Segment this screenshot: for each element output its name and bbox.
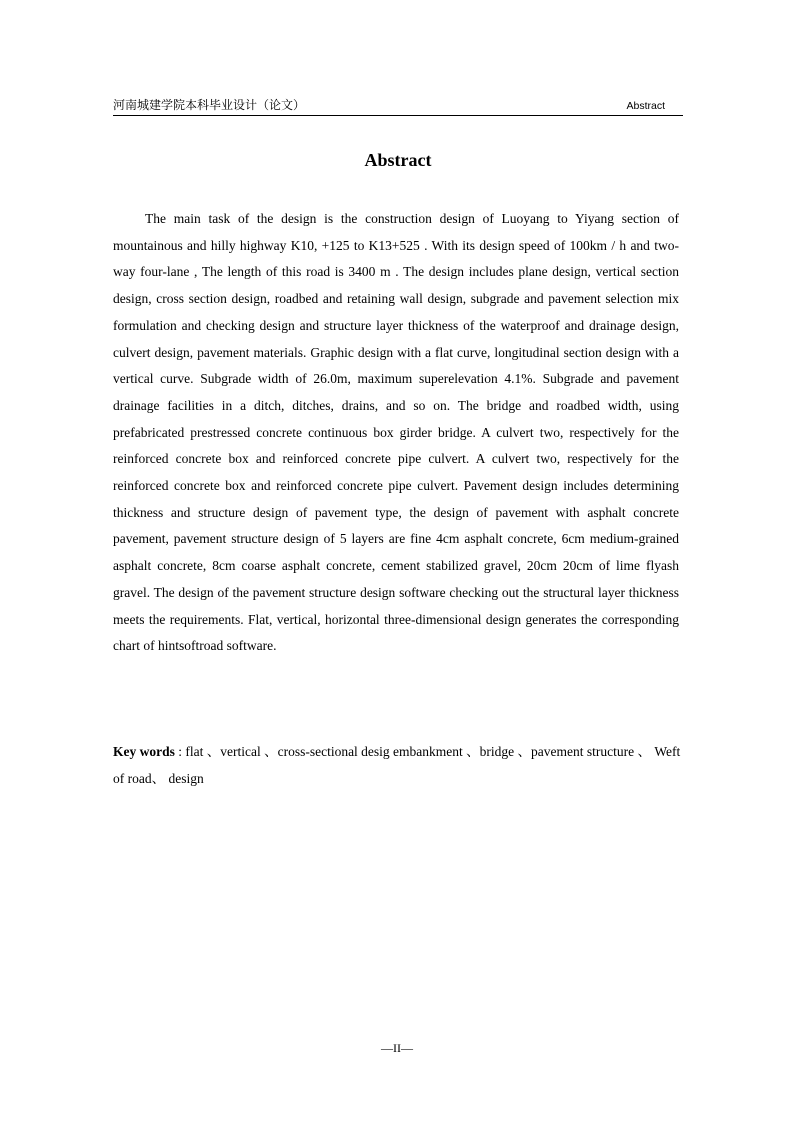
page-title: Abstract [364, 150, 432, 170]
keywords-label: Key words [113, 744, 175, 759]
keywords-value: : flat 、vertical 、cross-sectional desig embankment 、bridge 、pavement structure 、 Weft of road、 design [113, 744, 681, 786]
keywords-line [113, 739, 683, 792]
header-university-title: 河南城建学院本科毕业设计（论文） [113, 98, 306, 112]
abstract-paragraph: The main task of the design is the construction design of Luoyang to Yiyang section of mountainous and hilly highway K10, +125 to K13+525 . With its design speed of 100km / h and two-way four-lane , The length of this road is 3400 m . The design includes plane design, vertical section design, cross section design, roadbed and retaining wall design, subgrade and pavement selection mix formulation and checking design and structure layer thickness of the waterproof and drainage design, culvert design, pavement materials. Graphic design with a flat curve, longitudinal section design with a vertical curve. Subgrade width of 26.0m, maximum superelevation 4.1%. Subgrade and pavement drainage facilities in a ditch, ditches, drains, and so on. The bridge and roadbed width, using prefabricated prestressed concrete continuous box girder bridge. A culvert two, respectively for the reinforced concrete box and reinforced concrete pipe culvert. A culvert two, respectively for the reinforced concrete box and reinforced concrete pipe culvert. Pavement design includes determining thickness and structure design of pavement type, the design of pavement with asphalt concrete pavement, pavement structure design of 5 layers are fine 4cm asphalt concrete, 6cm medium-grained asphalt concrete, 8cm coarse asphalt concrete, cement stabilized gravel, 20cm 20cm of lime flyash gravel. The design of the pavement structure design software checking out the structural layer thickness meets the requirements. Flat, vertical, horizontal three-dimensional design generates the corresponding chart of hintsoftroad software. [113, 211, 679, 654]
page-header [113, 97, 683, 116]
page-number: —II— [381, 1041, 413, 1055]
header-section-name: Abstract [626, 100, 665, 112]
